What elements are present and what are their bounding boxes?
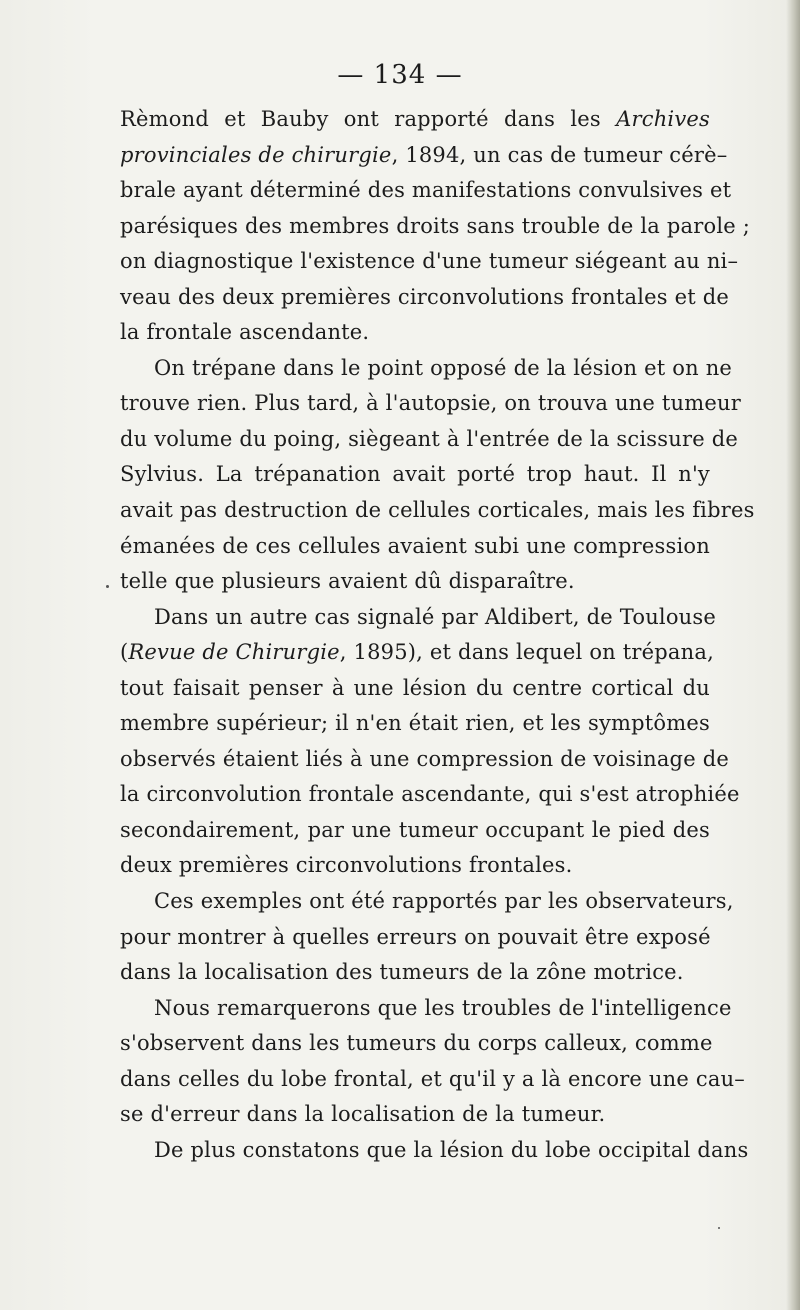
text-line: émanées de ces cellules avaient subi une compression [120, 533, 710, 558]
text-line: Rèmond et Bauby ont rapporté dans les Archives [120, 107, 710, 131]
text-line: pour montrer à quelles erreurs on pouvait être exposé [120, 924, 711, 949]
text-line: dans celles du lobe frontal, et qu'il y a là encore une cau– [120, 1066, 745, 1091]
text-line: la frontale ascendante. [120, 320, 370, 345]
text-line: veau des deux premières circonvolutions frontales et de [120, 284, 730, 309]
text-line: membre supérieur; il n'en était rien, et les symptômes [120, 711, 710, 736]
text-line: Nous remarquerons que les troubles de l'intelligence [154, 995, 732, 1020]
text-line: s'observent dans les tumeurs du corps calleux, comme [120, 1031, 713, 1056]
text-line: Sylvius. La trépanation avait porté trop haut. Il n'y [120, 462, 710, 487]
text-line: Ces exemples ont été rapportés par les observateurs, [154, 889, 734, 914]
text-line: provinciales de chirurgie, 1894, un cas de tumeur cérè– [120, 142, 728, 167]
paper-speck [106, 585, 109, 588]
text-line: brale ayant déterminé des manifestations convulsives et [120, 178, 732, 203]
text-line: observés étaient liés à une compression de voisinage de [120, 746, 729, 771]
body-text [120, 102, 755, 1168]
page-edge-shadow [786, 0, 800, 1310]
text-line: On trépane dans le point opposé de la lésion et on ne [154, 355, 733, 380]
text-line: De plus constatons que la lésion du lobe occipital dans [154, 1137, 749, 1162]
text-line: parésiques des membres droits sans trouble de la parole ; [120, 213, 751, 238]
text-line: la circonvolution frontale ascendante, qui s'est atrophiée [120, 782, 740, 807]
text-line: on diagnostique l'existence d'une tumeur siégeant au ni– [120, 249, 739, 274]
text-line: du volume du poing, siègeant à l'entrée de la scissure de [120, 426, 738, 451]
text-line: trouve rien. Plus tard, à l'autopsie, on trouva une tumeur [120, 391, 741, 416]
text-line: Dans un autre cas signalé par Aldibert, de Toulouse [154, 604, 717, 629]
text-line: (Revue de Chirurgie, 1895), et dans lequel on trépana, [120, 640, 714, 665]
text-line: secondairement, par une tumeur occupant le pied des [120, 817, 710, 842]
text-line: se d'erreur dans la localisation de la tumeur. [120, 1102, 606, 1127]
paper-speck [718, 1227, 720, 1229]
text-line: telle que plusieurs avaient dû disparaître. [120, 569, 575, 594]
text-line: dans la localisation des tumeurs de la zône motrice. [120, 960, 684, 985]
text-line: avait pas destruction de cellules corticales, mais les fibres [120, 498, 755, 523]
text-line: tout faisait penser à une lésion du centre cortical du [120, 675, 710, 700]
page-number: — 134 — [337, 60, 463, 90]
text-line: deux premières circonvolutions frontales. [120, 853, 573, 878]
